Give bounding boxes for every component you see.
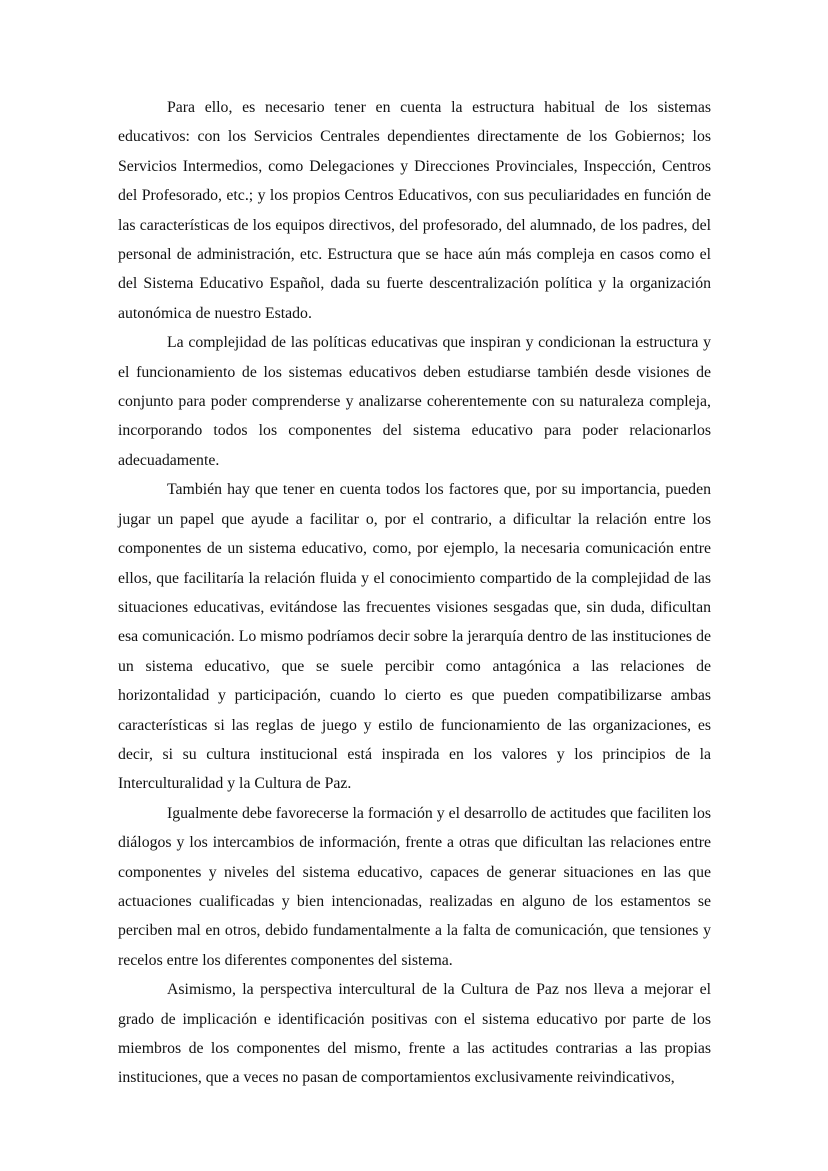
paragraph-4: Igualmente debe favorecerse la formación y el desarrollo de actitudes que faciliten los diálogos y los intercambios de información, frente a otras que dificultan las relaciones entre componentes y niveles del sistema educativo, capaces de generar situaciones en las que actuaciones cualificadas y bien intencionadas, realizadas en alguno de los estamentos se perciben mal en otros, debido fundamentalmente a la falta de comunicación, que tensiones y recelos entre los diferentes componentes del sistema. [118, 804, 711, 969]
paragraph-1: Para ello, es necesario tener en cuenta la estructura habitual de los sistemas educativos: con los Servicios Centrales dependientes directamente de los Gobiernos; los Servicios Intermedios, como Delegaciones y Direcciones Provinciales, Inspección, Centros del Profesorado, etc.; y los propios Centros Educativos, con sus peculiaridades en función de las características de los equipos directivos, del profesorado, del alumnado, de los padres, del personal de administración, etc. Estructura que se hace aún más compleja en casos como el del Sistema Educativo Español, dada su fuerte descentralización política y la organización autonómica de nuestro Estado. [118, 99, 711, 322]
paragraph-2: La complejidad de las políticas educativas que inspiran y condicionan la estructura y el funcionamiento de los sistemas educativos deben estudiarse también desde visiones de conjunto para poder comprenderse y analizarse coherentemente con su naturaleza compleja, incorporando todos los componentes del sistema educativo para poder relacionarlos adecuadamente. [118, 334, 711, 469]
paragraph-5: Asimismo, la perspectiva intercultural de la Cultura de Paz nos lleva a mejorar el grado de implicación e identificación positivas con el sistema educativo por parte de los miembros de los componentes del mismo, frente a las actitudes contrarias a las propias instituciones, que a veces no pasan de comportamientos exclusivamente reivindicativos, [118, 981, 711, 1087]
paragraph-3: También hay que tener en cuenta todos los factores que, por su importancia, pueden jugar un papel que ayude a facilitar o, por el contrario, a dificultar la relación entre los componentes de un sistema educativo, como, por ejemplo, la necesaria comunicación entre ellos, que facilitaría la relación fluida y el conocimiento compartido de la complejidad de las situaciones educativas, evitándose las frecuentes visiones sesgadas que, sin duda, dificultan esa comunicación. Lo mismo podríamos decir sobre la jerarquía dentro de las instituciones de un sistema educativo, que se suele percibir como antagónica a las relaciones de horizontalidad y participación, cuando lo cierto es que pueden compatibilizarse ambas características si las reglas de juego y estilo de funcionamiento de las organizaciones, es decir, si su cultura institucional está inspirada en los valores y los principios de la Interculturalidad y la Cultura de Paz. [118, 481, 711, 793]
document-page [118, 93, 711, 1093]
